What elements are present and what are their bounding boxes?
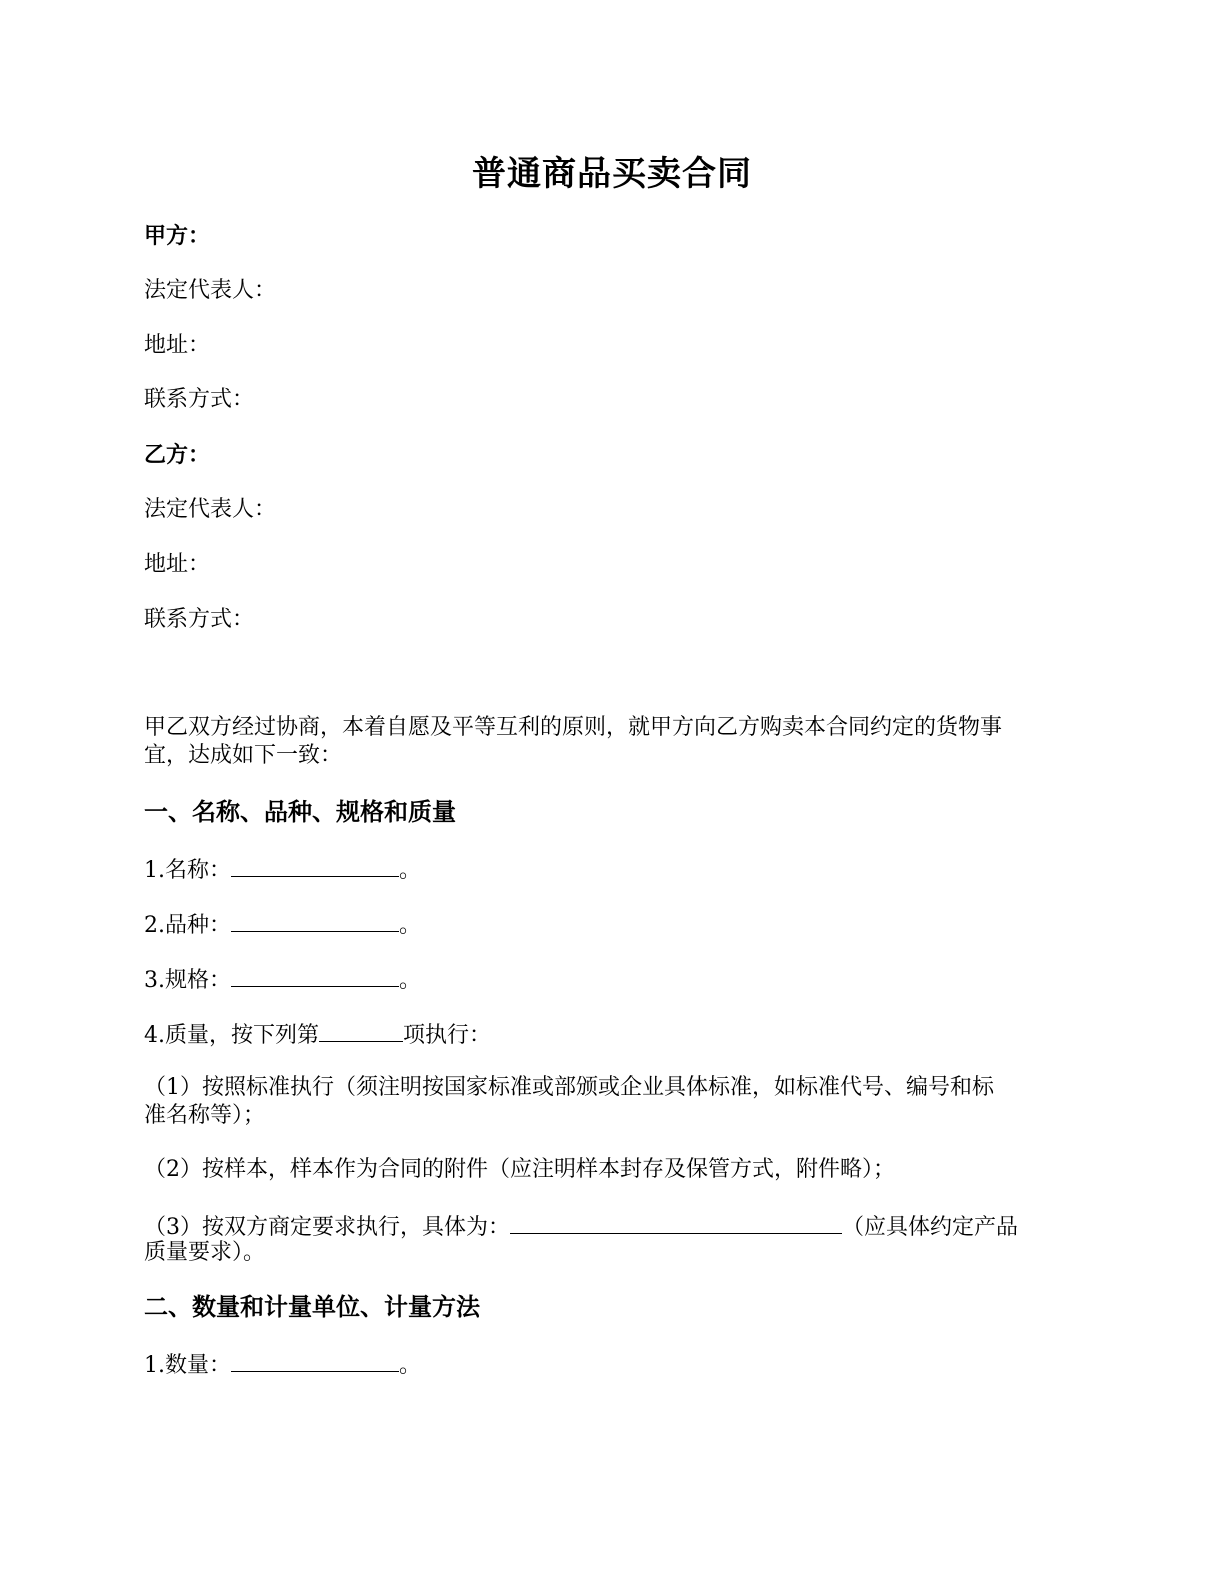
option3-blank[interactable] bbox=[510, 1211, 842, 1234]
contract-page bbox=[144, 0, 1080, 1584]
intro-line-1: 甲乙双方经过协商，本着自愿及平等互利的原则，就甲方向乙方购卖本合同约定的货物事 bbox=[144, 715, 1003, 740]
item-variety-blank[interactable] bbox=[231, 909, 399, 932]
item-quality-row bbox=[144, 1019, 1080, 1050]
option3-row bbox=[144, 1211, 1080, 1242]
party-a-contact: 联系方式： bbox=[144, 387, 255, 412]
party-b-legal-rep: 法定代表人： bbox=[144, 497, 277, 522]
quantity-label: 1.数量： bbox=[144, 1353, 231, 1378]
item-variety-row bbox=[144, 909, 1080, 940]
item-quality-label: 4.质量，按下列第 bbox=[144, 1023, 319, 1048]
quantity-row bbox=[144, 1349, 1080, 1380]
party-b-contact: 联系方式： bbox=[144, 607, 255, 632]
item-name-blank[interactable] bbox=[231, 854, 399, 877]
option3-line-2: 质量要求）。 bbox=[144, 1240, 266, 1265]
end-mark: 。 bbox=[399, 1353, 422, 1378]
section2-heading: 二、数量和计量单位、计量方法 bbox=[144, 1292, 480, 1321]
option3-suffix: （应具体约定产品 bbox=[842, 1215, 1019, 1240]
option2-line: （2）按样本，样本作为合同的附件（应注明样本封存及保管方式，附件略）； bbox=[144, 1157, 895, 1182]
option1-line-1: （1）按照标准执行（须注明按国家标准或部颁或企业具体标准，如标准代号、编号和标 bbox=[144, 1075, 994, 1100]
item-quality-blank[interactable] bbox=[319, 1019, 403, 1042]
party-a-legal-rep: 法定代表人： bbox=[144, 278, 277, 303]
item-name-row bbox=[144, 854, 1080, 885]
end-mark: 。 bbox=[399, 913, 422, 938]
party-b-address: 地址： bbox=[144, 552, 211, 577]
item-variety-label: 2.品种： bbox=[144, 913, 231, 938]
section1-heading: 一、名称、品种、规格和质量 bbox=[144, 797, 456, 826]
option1-line-2: 准名称等）； bbox=[144, 1103, 266, 1128]
option3-prefix: （3）按双方商定要求执行，具体为： bbox=[144, 1215, 510, 1240]
party-a-label: 甲方： bbox=[144, 223, 211, 249]
item-name-label: 1.名称： bbox=[144, 858, 231, 883]
end-mark: 。 bbox=[399, 858, 422, 883]
item-spec-blank[interactable] bbox=[231, 964, 399, 987]
intro-line-2: 宜，达成如下一致： bbox=[144, 743, 343, 768]
quantity-blank[interactable] bbox=[231, 1349, 399, 1372]
end-mark: 。 bbox=[399, 968, 422, 993]
party-a-address: 地址： bbox=[144, 333, 211, 358]
party-b-label: 乙方： bbox=[144, 442, 211, 468]
item-quality-suffix: 项执行： bbox=[403, 1023, 492, 1048]
item-spec-label: 3.规格： bbox=[144, 968, 231, 993]
item-spec-row bbox=[144, 964, 1080, 995]
page-title: 普通商品买卖合同 bbox=[472, 154, 752, 194]
